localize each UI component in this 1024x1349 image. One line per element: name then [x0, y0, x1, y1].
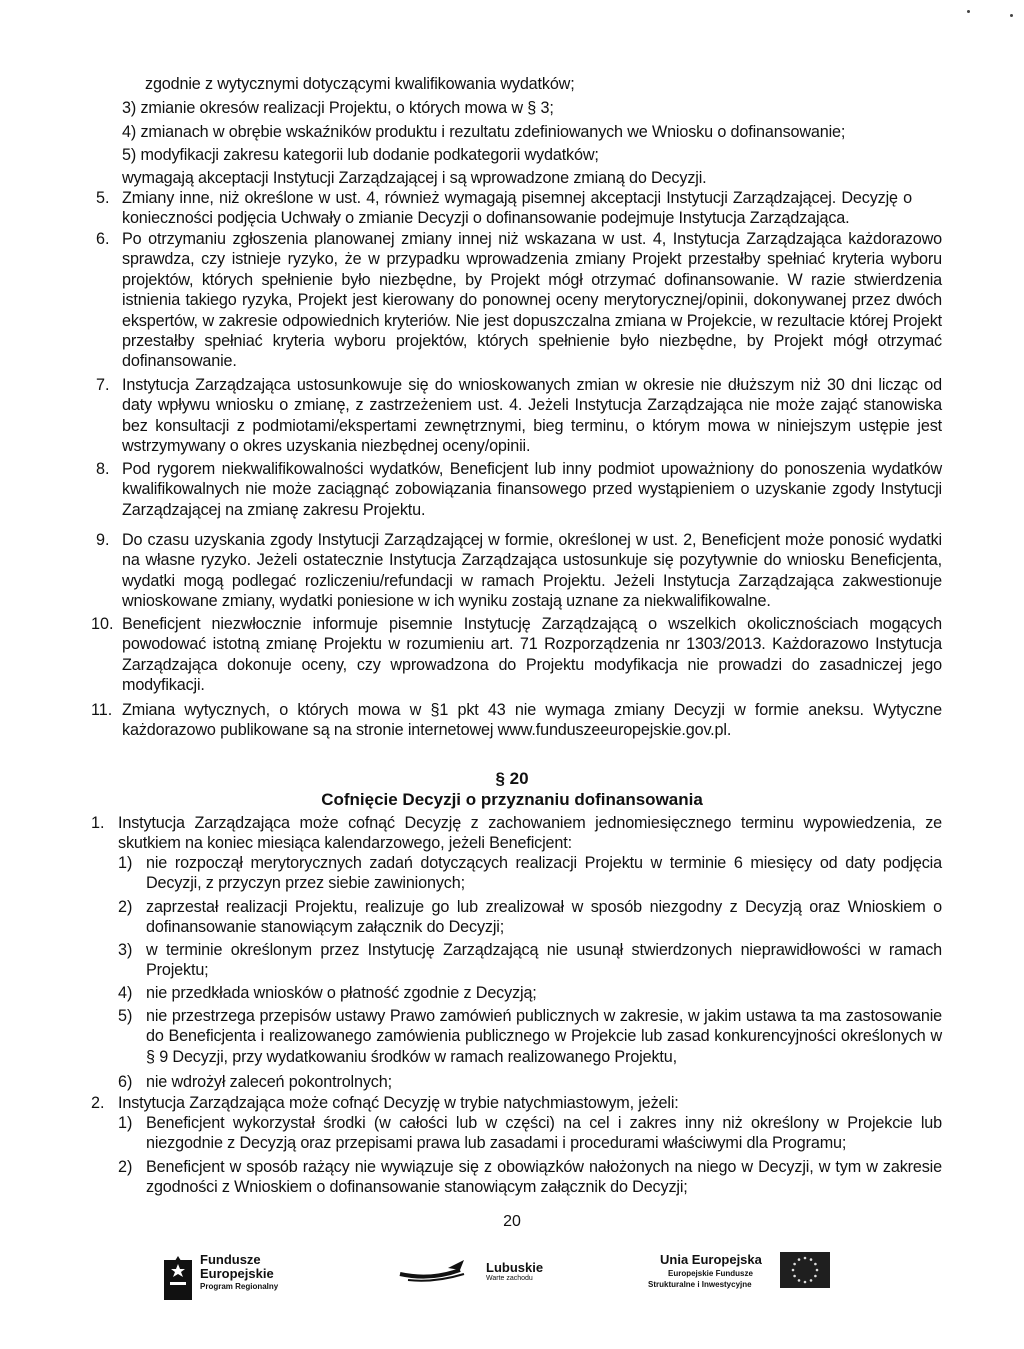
item-number: 8. — [96, 460, 110, 478]
item-text: Instytucja Zarządzająca ustosunkowuje się do wnioskowanych zmian w okresie nie dłuższym niż 30 dni licząc od daty wpływu wniosku o zmianę, z zastrzeżeniem ust. 4. Jeżeli Instytucja Zarządzająca nie może zająć stanowiska bez konsultacji z podmiotami/ekspertami zewnętrznymi, bieg terminu, o którym mowa w niniejszym ustępie jest wstrzymywany o okres uzyskania niezbędnej oceny/opinii. — [122, 376, 942, 456]
fe-subtitle: Program Regionalny — [200, 1282, 279, 1291]
lubuskie-subtitle: Warte zachodu — [486, 1275, 533, 1282]
continuation-line: zgodnie z wytycznymi dotyczącymi kwalifikowania wydatków; — [145, 75, 575, 93]
paragraph-text: Instytucja Zarządzająca może cofnąć Decyzję z zachowaniem jednomiesięcznego terminu wypowiedzenia, ze skutkiem na koniec miesiąca kalendarzowego, jeżeli Beneficjent: — [118, 814, 942, 853]
point-number: 1) — [118, 854, 133, 872]
item-text: Beneficjent niezwłocznie informuje pisemnie Instytucję Zarządzającą o wszelkich okolicznościach mogących powodować istotną zmianę Projektu w rozumieniu art. 71 Rozporządzenia nr 1303/2013. Każdorazowo Instytucja Zarządzająca dokonuje oceny, czy wprowadzona do Projektu modyfikacja nie prowadzi do zasadniczej jego modyfikacji. — [122, 615, 942, 695]
item-number: 10. — [91, 615, 114, 633]
continuation-line: 5) modyfikacji zakresu kategorii lub dodanie podkategorii wydatków; — [122, 146, 599, 164]
point-text: zaprzestał realizacji Projektu, realizuje go lub zrealizował w sposób niezgodny z Decyzją oraz Wnioskiem o dofinansowanie stanowiącym załącznik do Decyzji; — [146, 898, 942, 937]
scan-artifact — [967, 10, 970, 13]
item-number: 11. — [91, 701, 113, 719]
point-number: 1) — [118, 1114, 133, 1132]
point-text: w terminie określonym przez Instytucję Zarządzającą nie usunął stwierdzonych nieprawidłowości w ramach Projektu; — [146, 941, 942, 980]
item-text: Po otrzymaniu zgłoszenia planowanej zmiany innej niż wskazana w ust. 4, Instytucja Zarządzająca każdorazowo sprawdza, czy istnieje ryzyko, że w przypadku wprowadzenia zmiany Projekt przestałby spełniać kryteria wyboru projektów, których spełnienie było niezbędne, by Projekt mógł otrzymać dofinansowanie. W razie stwierdzenia istnienia takiego ryzyka, Projekt jest kierowany do ponownej oceny merytorycznej/opinii, dokonywanej przez dwóch ekspertów, w zakresie odpowiednich kryteriów. Nie jest dopuszczalna zmiana w Projekcie, w rezultacie której Projekt przestałby spełniać kryteria wyboru projektów, których spełnienie było niezbędne, by Projekt mógł otrzymać dofinansowanie. — [122, 230, 942, 371]
point-text: nie przestrzega przepisów ustawy Prawo zamówień publicznych w zakresie, w jakim ustawa ta ma zastosowanie do Beneficjenta i realizowanego zamówienia publicznego w Projekcie lub zasad konkurencyjności określonych w § 9 Decyzji, przy wydatkowaniu środków w ramach realizowanego Projektu, — [146, 1007, 942, 1066]
item-text: Zmiana wytycznych, o których mowa w §1 pkt 43 nie wymaga zmiany Decyzji w formie aneksu. Wytyczne każdorazowo publikowane są na stronie internetowej www.funduszeeuropejskie.gov.pl. — [122, 701, 942, 740]
continuation-line: 4) zmianach w obrębie wskaźników produktu i rezultatu zdefiniowanych we Wniosku o dofinansowanie; — [122, 123, 846, 141]
fe-title-1: Fundusze — [200, 1252, 261, 1267]
point-text: nie wdrożył zaleceń pokontrolnych; — [146, 1073, 392, 1091]
point-text: nie rozpoczął merytorycznych zadań dotyczących realizacji Projektu w terminie 6 miesięcy od daty podjęcia Decyzji, z przyczyn przez siebie zawinionych; — [146, 854, 942, 893]
item-number: 5. — [96, 189, 110, 207]
lubuskie-logo-icon — [398, 1256, 488, 1286]
point-text: Beneficjent wykorzystał środki (w całości lub w części) na cel i zakres inny niż określony w Projekcie lub niezgodnie z Decyzją oraz przepisami prawa lub zasadami i procedurami właściwymi dla Programu; — [146, 1114, 942, 1153]
footer-logos — [0, 1250, 1024, 1310]
fundusze-europejskie-logo-icon — [164, 1252, 192, 1300]
point-number: 4) — [118, 984, 133, 1002]
paragraph-number: 2. — [91, 1094, 105, 1112]
point-number: 6) — [118, 1073, 133, 1091]
continuation-line: 3) zmianie okresów realizacji Projektu, o których mowa w § 3; — [122, 99, 554, 117]
point-number: 2) — [118, 1158, 133, 1176]
fe-title-2: Europejskie — [200, 1266, 274, 1281]
item-number: 9. — [96, 531, 110, 549]
item-text: Pod rygorem niekwalifikowalności wydatków, Beneficjent lub inny podmiot upoważniony do ponoszenia wydatków kwalifikowalnych nie może zaciągnąć zobowiązania finansowego przed wystąpieniem o uzyskanie zgody Instytucji Zarządzającej na zmianę zakresu Projektu. — [122, 460, 942, 519]
point-number: 2) — [118, 898, 133, 916]
point-text: Beneficjent w sposób rażący nie wywiązuje się z obowiązków nałożonych na niego w Decyzji, w tym w zakresie zgodności z Wnioskiem o dofinansowanie stanowiącym załącznik do Decyzji; — [146, 1158, 942, 1197]
paragraph-number: 1. — [91, 814, 105, 832]
ue-title: Unia Europejska — [660, 1252, 762, 1267]
section-number: § 20 — [495, 769, 529, 788]
page-number: 20 — [503, 1213, 521, 1230]
scan-artifact — [1010, 14, 1013, 17]
ue-subtitle-2: Strukturalne i Inwestycyjne — [648, 1280, 752, 1289]
point-text: nie przedkłada wniosków o płatność zgodnie z Decyzją; — [146, 984, 537, 1002]
lubuskie-title: Lubuskie — [486, 1260, 544, 1275]
point-number: 3) — [118, 941, 133, 959]
continuation-line: wymagają akceptacji Instytucji Zarządzającej i są wprowadzone zmianą do Decyzji. — [122, 169, 707, 187]
eu-flag-icon — [780, 1252, 830, 1288]
paragraph-text: Instytucja Zarządzająca może cofnąć Decyzję w trybie natychmiastowym, jeżeli: — [118, 1094, 679, 1112]
section-title: Cofnięcie Decyzji o przyznaniu dofinansowania — [321, 790, 703, 809]
ue-subtitle-1: Europejskie Fundusze — [668, 1269, 753, 1278]
item-number: 6. — [96, 230, 110, 248]
item-text: Zmiany inne, niż określone w ust. 4, również wymagają pisemnej akceptacji Instytucji Zarządzającej. Decyzję o konieczności podjęcia Uchwały o zmianie Decyzji o dofinansowanie podejmuje Instytucja Zarządzająca. — [122, 189, 912, 228]
item-text: Do czasu uzyskania zgody Instytucji Zarządzającej w formie, określonej w ust. 2, Beneficjent może ponosić wydatki na własne ryzyko. Jeżeli ostatecznie Instytucja Zarządzająca ustosunkuje się pozytywnie do wniosku Beneficjenta, wydatki mogą podlegać rozliczeniu/refundacji w ramach Projektu. Jeżeli Instytucja Zarządzająca zakwestionuje wnioskowane zmiany, wydatki poniesione w ich wyniku zostają uznane za niekwalifikowalne. — [122, 531, 942, 611]
point-number: 5) — [118, 1007, 133, 1025]
item-number: 7. — [96, 376, 110, 394]
